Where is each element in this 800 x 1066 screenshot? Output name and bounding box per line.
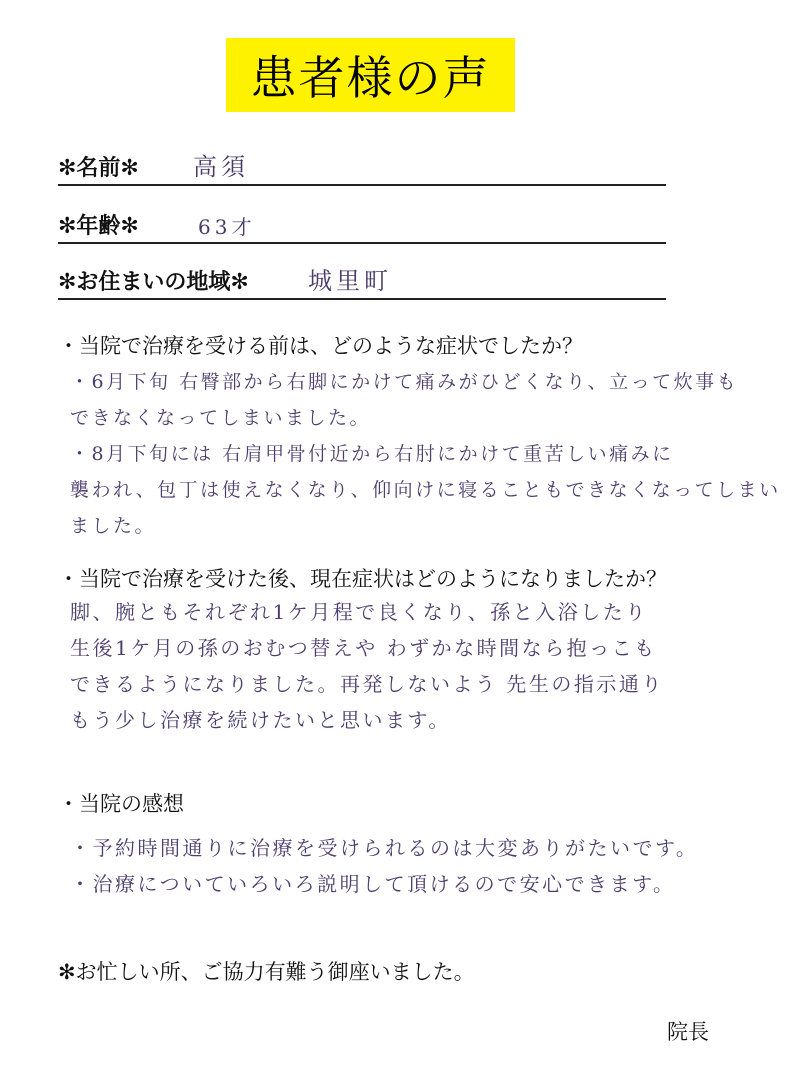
age-field <box>58 208 668 244</box>
area-value: 城里町 <box>308 267 392 295</box>
page-title: 患者様の声 <box>250 51 491 105</box>
question-impressions: ・当院の感想 <box>58 792 184 816</box>
area-label: ✻お住まいの地域✻ <box>58 270 249 295</box>
question-before-treatment: ・当院で治療を受ける前は、どのような症状でしたか？ <box>58 334 583 358</box>
answer-line: 生後1ケ月の孫のおむつ替えや わずかな時間なら抱っこも <box>70 636 657 660</box>
name-underline <box>58 184 666 186</box>
answer-line: できるようになりました。再発しないよう 先生の指示通り <box>70 672 664 696</box>
answer-line: ・6月下旬 右臀部から右脚にかけて痛みがひどくなり、立って炊事も <box>70 371 739 393</box>
age-underline <box>58 242 666 244</box>
title-banner <box>226 38 515 112</box>
name-value: 高須 <box>193 153 249 181</box>
answer-after-treatment <box>70 594 770 738</box>
closing-message: ✻お忙しい所、ご協力有難う御座いました。 <box>58 960 475 984</box>
answer-line: できなくなってしまいました。 <box>70 407 372 429</box>
age-label: ✻年齢✻ <box>58 214 139 239</box>
question-after-treatment: ・当院で治療を受けた後、現在症状はどのようになりましたか？ <box>58 567 667 591</box>
area-underline <box>58 298 666 300</box>
name-label: ✻名前✻ <box>58 156 139 181</box>
name-field <box>58 150 668 186</box>
answer-line: ・治療についていろいろ説明して頂けるので安心できます。 <box>70 872 676 896</box>
answer-line: ・予約時間通りに治療を受けられるのは大変ありがたいです。 <box>70 836 699 860</box>
answer-line: 襲われ、包丁は使えなくなり、仰向けに寝ることもできなくなってしまい <box>70 479 781 501</box>
answer-before-treatment <box>70 364 781 544</box>
answer-line: ・8月下旬には 右肩甲骨付近から右肘にかけて重苦しい痛みに <box>70 443 674 465</box>
answer-line: もう少し治療を続けたいと思います。 <box>70 708 451 732</box>
answer-impressions <box>70 830 770 902</box>
age-value: 63才 <box>198 215 256 239</box>
answer-line: ました。 <box>70 515 157 537</box>
answer-line: 脚、腕ともそれぞれ1ケ月程で良くなり、孫と入浴したり <box>70 600 648 624</box>
signature: 院長 <box>667 1020 709 1044</box>
area-field <box>58 264 668 300</box>
